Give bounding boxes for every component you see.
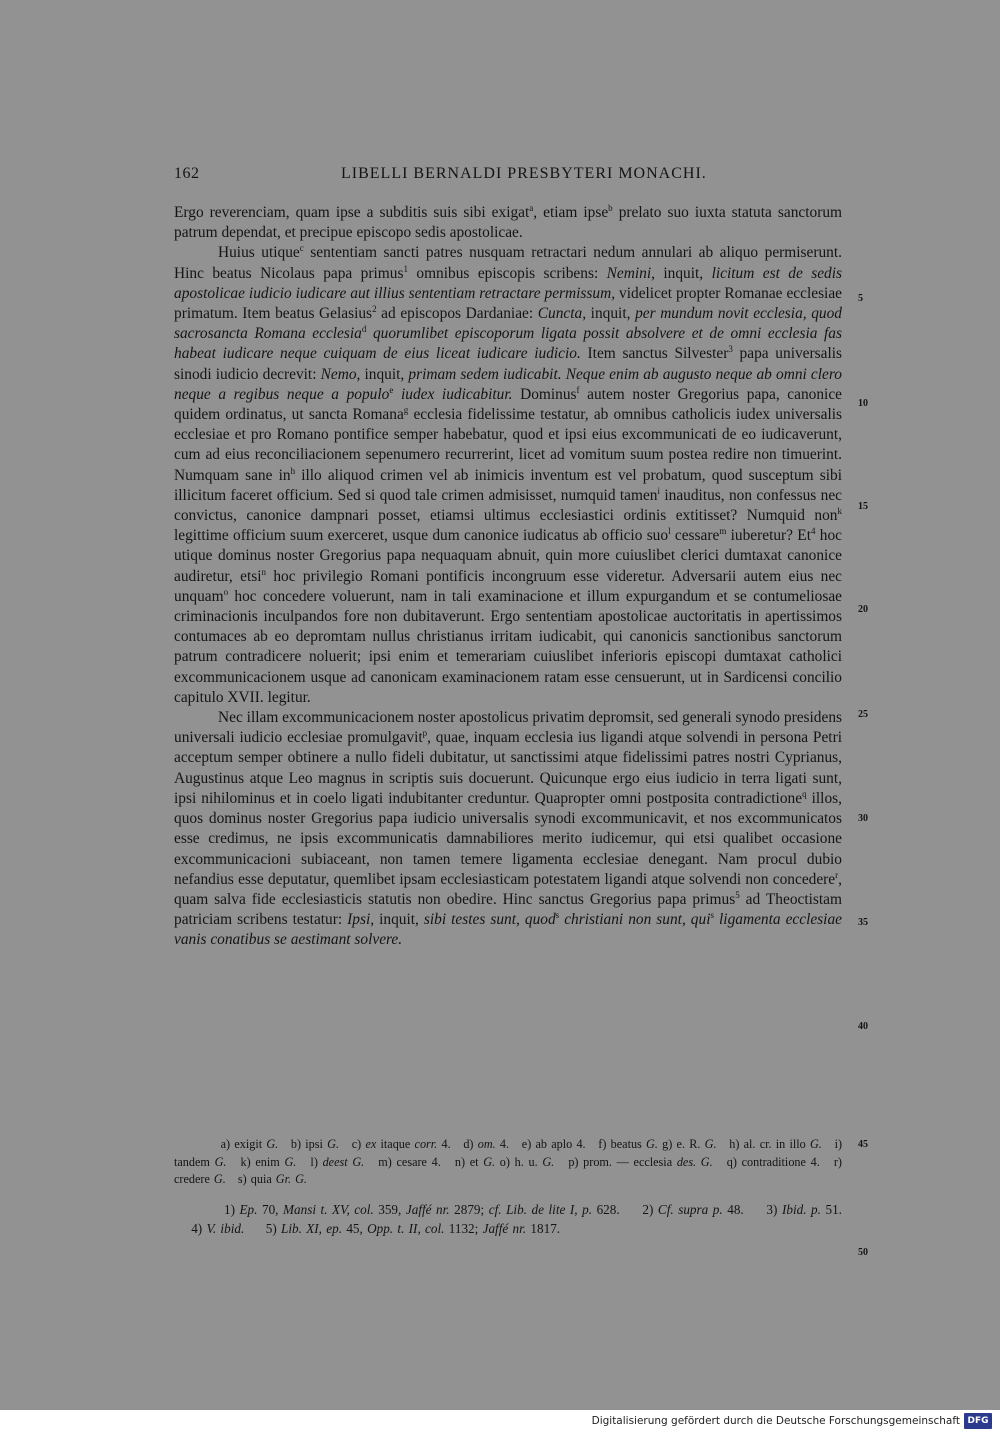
critical-apparatus: [174, 1136, 842, 1189]
main-text: [174, 203, 842, 951]
page-number: 162: [174, 165, 200, 182]
line-number: 5: [858, 293, 863, 304]
source-footnotes: [174, 1200, 842, 1238]
line-number: 30: [858, 813, 868, 824]
line-number: 50: [858, 1247, 868, 1258]
line-number: 45: [858, 1139, 868, 1150]
paragraph: Huius utique$^c$ sententiam sancti patres nusquam retractari nedum annulari ab aliquo permiserunt. Hinc beatus Nicolaus papa primus$^1$ omnibus episcopis scribens: Nemini, inquit, licitum est de sedis apostolicae iudicio iudicare aut illius sententiam retractare permissum, videlicet propter Romanae ecclesiae primatum. Item beatus Gelasius$^2$ ad episcopos Dardaniae: Cuncta, inquit, per mundum novit ecclesia, quod sacrosancta Romana ecclesia$^d$ quorumlibet episcoporum ligata possit absolvere et de omni ecclesia fas habeat iudicare neque cuiquam de eius liceat iudicare iudicio. Item sanctus Silvester$^3$ papa universalis sinodi iudicio decrevit: Nemo, inquit, primam sedem iudicabit. Neque enim ab augusto neque ab omni clero neque a regibus neque a populo$^e$ iudex iudicabitur. Dominus$^f$ autem noster Gregorius papa, canonice quidem ordinatus, ut sancta Romana$^g$ ecclesia fidelissime testatur, ab omnibus catholicis iudex universalis ecclesiae et pro Romano pontifice semper habebatur, quod et ipsi eius excommunicati de eo iudicaverunt, cum ad eius reconciliacionem sepenumero recurrerint, licet ad vomitum suum postea redire non timuerint. Numquam sane $in^h$ illo aliquod crimen vel ab inimicis inventum est vel probatum, quod susceptum sibi illicitum faceret officium. Sed si quod tale crimen admisisset, numquid tamen$^i$ inauditus, non confessus nec convictus, canonice dampnari posset, etiamsi ultimus ecclesiastici ordinis extitisset? Numquid non$^k$ legittime officium suum exerceret, usque dum canonice iudicatus ab officio suo$^l$ cessare$^m$ iuberetur? Et$^4$ hoc utique dominus noster Gregorius papa nequaquam abnuit, quin more cuiuslibet clerici dumtaxat canonice audiretur, etsi$^n$ hoc privilegio Romani pontificis incongruum esse videretur. Adversarii autem eius nec unquam$^o$ hoc concedere voluerunt, nam in tali examinacione et illum expurgandum et se contumeliosae criminacionis inculpandos fore non dubitaverunt. Ergo sententiam apostolicae auctoritatis in apertissimos contumaces ab eo depromtam nullus christianus irritam iudicabit, qui canonicis sanctionibus sanctorum patrum contradicere noluerit; ipsi enim et temerariam cuiuslibet inferioris episcopi dumtaxat catholici excommunicacionem usque ad canonicam examinacionem ratam esse censuerunt, ut in Sardicensi concilio capitulo XVII. legitur.: [174, 243, 843, 706]
footer-bar: [0, 1410, 1000, 1434]
paragraph: Ergo reverenciam, quam ipse a subditis suis sibi exigat$^a$, etiam ipse$^b$ prelato suo iuxta statuta sanctorum patrum dependat, et precipue episcopo sedis apostolicae.: [174, 202, 842, 242]
paragraph: Nec illam excommunicacionem noster apostolicus privatim depromsit, sed generali synodo presidens universali iudicio ecclesiae promulgavit$^p$, quae, inquam ecclesia ius ligandi atque solvendi in persona Petri acceptum semper obtinere a nullo fideli dubitatur, ut sanctissimi atque fidelissimi patres nostri Cyprianus, Augustinus atque Leo magnus in scriptis suis docuerunt. Quicunque ergo eius iudicio in terra ligati sunt, ipsi nihilominus et in coelo ligati indubitanter creduntur. Quapropter omni postposita contradictione$^q$ illos, quos dominus noster Gregorius papa iudicio universalis synodi excommunicavit, et nos excommunicatos esse credimus, ne ipsis excommunicatis damnabiliores merito iudicemur, qui etsi qualibet occasione excommunicacioni subiaceant, non tamen temere ligamenta ecclesiae denegant. Nam procul dubio nefandius esse deputatur, quemlibet ipsam ecclesiasticam potestatem ligandi atque solvendi non concedere$^r$, quam salva fide ecclesiasticis statutis non obedire. Hinc sanctus Gregorius papa primus$^5$ ad Theoctistam patriciam scribens testatur: Ipsi, inquit, sibi testes sunt, quod$^s$ christiani non sunt, qui$^s$ ligamenta ecclesiae vanis conatibus se aestimant solvere.: [174, 709, 842, 949]
line-number: 15: [858, 501, 868, 512]
apparatus-notes: a) exigit G. b) ipsi G. c) ex itaque corr. 4. d) om. 4. e) ab aplo 4. f) beatus G. g) e. R. G. h) al. cr. in illo G. i) tandem G. k) enim G. l) deest G. m) cesare 4. n) et G. o) h. u. G. p) prom. — ecclesia des. G. q) contraditione 4. r) credere G. s) quia Gr. G.: [174, 1137, 843, 1186]
line-number: 10: [858, 398, 868, 409]
running-header: [174, 165, 844, 187]
line-number: 40: [858, 1021, 868, 1032]
line-number: 20: [858, 604, 868, 615]
dfg-logo-icon: DFG: [964, 1413, 992, 1429]
running-title: LIBELLI BERNALDI PRESBYTERI MONACHI.: [341, 165, 707, 182]
line-number: 35: [858, 917, 868, 928]
funding-credit: Digitalisierung gefördert durch die Deutsche Forschungsgemeinschaft: [591, 1415, 960, 1427]
footnotes: 1) Ep. 70, Mansi t. XV, col. 359, Jaffé nr. 2879; cf. Lib. de lite I, p. 628. 2) Cf. supra p. 48. 3) Ibid. p. 51. 4) V. ibid. 5) Lib. XI, ep. 45, Opp. t. II, col. 1132; Jaffé nr. 1817.: [174, 1202, 842, 1236]
line-number: 25: [858, 709, 868, 720]
